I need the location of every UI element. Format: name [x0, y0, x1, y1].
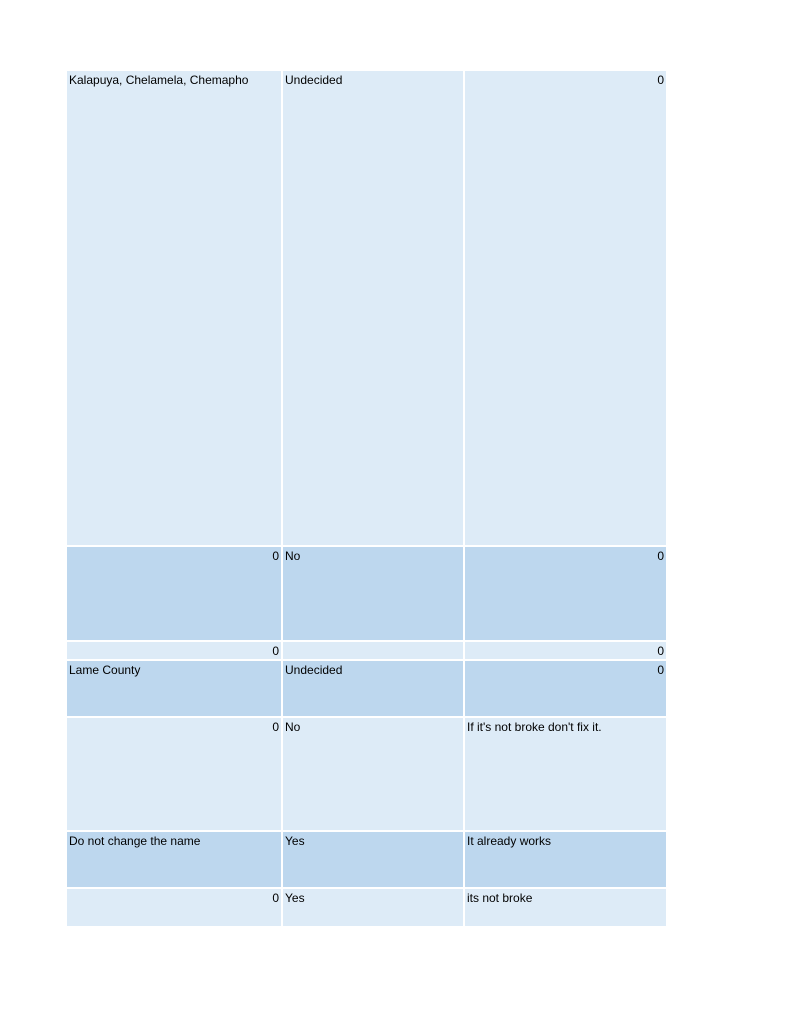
- table-cell[interactable]: 0: [67, 889, 281, 926]
- table-cell[interactable]: Yes: [281, 889, 463, 926]
- table-cell[interactable]: 0: [67, 718, 281, 830]
- table-cell[interactable]: Yes: [281, 832, 463, 887]
- table-cell[interactable]: its not broke: [463, 889, 666, 926]
- table-cell[interactable]: No: [281, 547, 463, 640]
- table-row: [67, 830, 666, 887]
- table-cell[interactable]: Undecided: [281, 71, 463, 545]
- table-cell[interactable]: 0: [67, 642, 281, 659]
- table-cell[interactable]: Undecided: [281, 661, 463, 716]
- table-cell[interactable]: 0: [67, 547, 281, 640]
- table-cell[interactable]: 0: [463, 661, 666, 716]
- table-row: [67, 545, 666, 640]
- table-row: [67, 71, 666, 545]
- table-cell[interactable]: [281, 642, 463, 659]
- table-cell[interactable]: Do not change the name: [67, 832, 281, 887]
- spreadsheet-table: [67, 71, 666, 926]
- table-cell[interactable]: It already works: [463, 832, 666, 887]
- table-row: [67, 716, 666, 830]
- table-cell[interactable]: 0: [463, 71, 666, 545]
- table-cell[interactable]: If it's not broke don't fix it.: [463, 718, 666, 830]
- table-row: [67, 887, 666, 926]
- table-cell[interactable]: 0: [463, 547, 666, 640]
- table-cell[interactable]: No: [281, 718, 463, 830]
- table-cell[interactable]: 0: [463, 642, 666, 659]
- table-cell[interactable]: Kalapuya, Chelamela, Chemapho: [67, 71, 281, 545]
- table-row: [67, 640, 666, 659]
- table-cell[interactable]: Lame County: [67, 661, 281, 716]
- table-row: [67, 659, 666, 716]
